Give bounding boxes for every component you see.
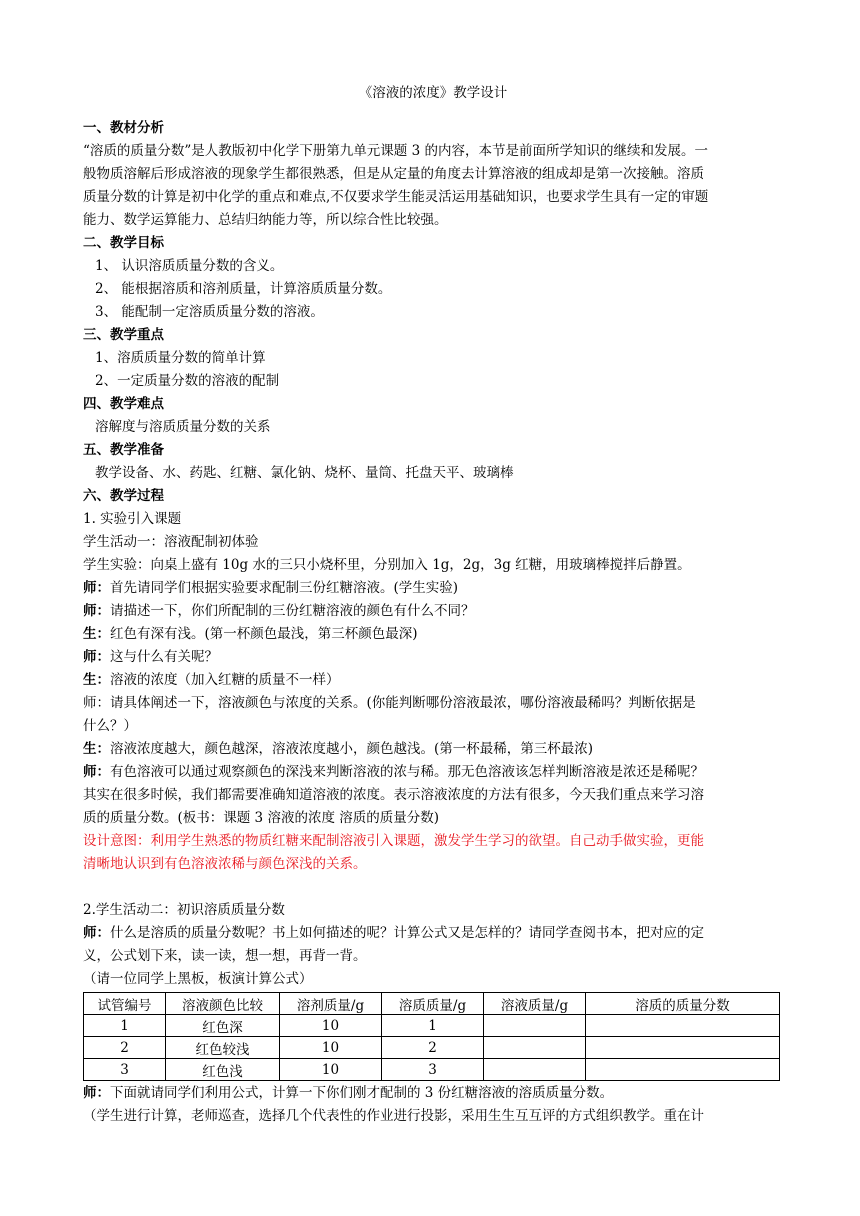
speaker-label: 师： <box>83 925 110 941</box>
document-title: 《溶液的浓度》教学设计 <box>358 85 508 101</box>
dialogue-text: 这与什么有关呢？ <box>110 649 218 665</box>
experiment-text: 学生实验：向桌上盛有 10g 水的三只小烧杯里，分别加入 1g，2g，3g 红糖，用玻璃棒搅拌后静置。 <box>83 557 691 573</box>
difficulty-text: 溶解度与溶质质量分数的关系 <box>95 419 271 435</box>
table-cell: 红色深 <box>166 1015 280 1037</box>
activity-title: 2.学生活动二：初识溶质质量分数 <box>83 902 285 918</box>
table-cell: 3 <box>382 1059 484 1081</box>
dialogue-text: 什么是溶质的质量分数呢？书上如何描述的呢？计算公式又是怎样的？请同学查阅书本，把对应的定 <box>110 925 704 941</box>
table-cell: 1 <box>382 1015 484 1037</box>
design-intent-line: 设计意图：利用学生熟悉的物质红糖来配制溶液引入课题，激发学生学习的欲望。自己动手做实验，更能 <box>83 833 704 849</box>
preparation-text: 教学设备、水、药匙、红糖、氯化钠、烧杯、量筒、托盘天平、玻璃棒 <box>95 465 514 481</box>
section-heading-analysis: 一、教材分析 <box>83 120 164 136</box>
table-header-cell: 溶质的质量分数 <box>586 993 780 1015</box>
dialogue-line <box>83 738 783 761</box>
table-cell: 10 <box>280 1037 382 1059</box>
table-row <box>84 1037 780 1059</box>
design-intent-line: 清晰地认识到有色溶液浓稀与颜色深浅的关系。 <box>83 856 367 872</box>
dialogue-line: 什么？） <box>83 718 137 734</box>
speaker-label: 生： <box>83 626 110 642</box>
table-cell <box>586 1015 780 1037</box>
table-header-cell: 试管编号 <box>84 993 166 1015</box>
table-cell: 1 <box>84 1015 166 1037</box>
dialogue-text: 溶液的浓度（加入红糖的质量不一样） <box>110 672 340 688</box>
text-line: （学生进行计算，老师巡查，选择几个代表性的作业进行投影，采用生生互互评的方式组织教学。重在计 <box>83 1108 704 1124</box>
experiment-table <box>83 992 780 1081</box>
speaker-label: 生： <box>83 741 110 757</box>
dialogue-line <box>83 600 783 623</box>
text-line: 般物质溶解后形成溶液的现象学生都很熟悉，但是从定量的角度去计算溶液的组成却是第一次接触。溶质 <box>83 166 704 182</box>
table-cell <box>484 1015 586 1037</box>
dialogue-line <box>83 623 783 646</box>
dialogue-text: 请描述一下，你们所配制的三份红糖溶液的颜色有什么不同？ <box>110 603 475 619</box>
text-line: 其实在很多时候，我们都需要准确知道溶液的浓度。表示溶液浓度的方法有很多，今天我们重点来学习溶 <box>83 787 704 803</box>
dialogue-line <box>83 669 783 692</box>
analysis-paragraph <box>83 140 783 232</box>
subsection-title: 1. 实验引入课题 <box>83 511 182 527</box>
speaker-label: 师： <box>83 580 110 596</box>
table-header-cell: 溶质质量/g <box>382 993 484 1015</box>
goal-item: 3、 能配制一定溶质质量分数的溶液。 <box>95 304 324 320</box>
section-heading-goals: 二、教学目标 <box>83 235 164 251</box>
table-row <box>84 1059 780 1081</box>
dialogue-text: 首先请同学们根据实验要求配制三份红糖溶液。(学生实验) <box>110 580 459 596</box>
speaker-label: 师： <box>83 603 110 619</box>
table-cell: 2 <box>382 1037 484 1059</box>
table-cell: 红色浅 <box>166 1059 280 1081</box>
table-cell <box>586 1059 780 1081</box>
table-cell: 10 <box>280 1015 382 1037</box>
goal-item: 1、 认识溶质质量分数的含义。 <box>95 258 284 274</box>
speaker-label: 师： <box>83 764 110 780</box>
text-line: 质量分数的计算是初中化学的重点和难点,不仅要求学生能灵活运用基础知识，也要求学生具有一定的审题 <box>83 189 709 205</box>
speaker-label: 生： <box>83 672 110 688</box>
section-heading-difficulty: 四、教学难点 <box>83 396 164 412</box>
table-cell: 2 <box>84 1037 166 1059</box>
table-cell: 3 <box>84 1059 166 1081</box>
table-cell <box>484 1037 586 1059</box>
spacer <box>83 876 783 899</box>
section-heading-preparation: 五、教学准备 <box>83 442 164 458</box>
goal-item: 2、 能根据溶质和溶剂质量，计算溶质质量分数。 <box>95 281 392 297</box>
dialogue-line <box>83 922 783 945</box>
dialogue-line <box>83 1082 783 1105</box>
table-row <box>84 1015 780 1037</box>
section-heading-process: 六、教学过程 <box>83 488 164 504</box>
document-page <box>83 82 783 1128</box>
speaker-label: 师： <box>83 649 110 665</box>
table-cell: 10 <box>280 1059 382 1081</box>
dialogue-text: 有色溶液可以通过观察颜色的深浅来判断溶液的浓与稀。那无色溶液该怎样判断溶液是浓还是稀呢？ <box>110 764 704 780</box>
table-cell <box>586 1037 780 1059</box>
text-line: 义，公式划下来，读一读，想一想，再背一背。 <box>83 948 367 964</box>
text-line: 能力、数学运算能力、总结归纳能力等，所以综合性比较强。 <box>83 212 448 228</box>
dialogue-text: 下面就请同学们利用公式，计算一下你们刚才配制的 3 份红糖溶液的溶质质量分数。 <box>110 1085 614 1101</box>
table-header-cell: 溶剂质量/g <box>280 993 382 1015</box>
activity-title: 学生活动一：溶液配制初体验 <box>83 534 259 550</box>
key-point-item: 2、一定质量分数的溶液的配制 <box>95 373 280 389</box>
dialogue-line <box>83 761 783 784</box>
table-header-row <box>84 993 780 1015</box>
key-point-item: 1、溶质质量分数的简单计算 <box>95 350 266 366</box>
speaker-label: 师： <box>83 1085 110 1101</box>
dialogue-line: 师：请具体阐述一下，溶液颜色与浓度的关系。(你能判断哪份溶液最浓，哪份溶液最稀吗？判断依据是 <box>83 695 696 711</box>
table-cell: 红色较浅 <box>166 1037 280 1059</box>
section-heading-key-points: 三、教学重点 <box>83 327 164 343</box>
board-note: （请一位同学上黑板，板演计算公式） <box>83 971 313 987</box>
dialogue-line <box>83 646 783 669</box>
table-header-cell: 溶液质量/g <box>484 993 586 1015</box>
dialogue-line <box>83 577 783 600</box>
dialogue-text: 溶液浓度越大，颜色越深，溶液浓度越小，颜色越浅。(第一杯最稀，第三杯最浓) <box>110 741 594 757</box>
dialogue-text: 红色有深有浅。(第一杯颜色最浅，第三杯颜色最深) <box>110 626 418 642</box>
table-cell <box>484 1059 586 1081</box>
text-line: “溶质的质量分数”是人教版初中化学下册第九单元课题 3 的内容，本节是前面所学知识的继续和发展。一 <box>83 143 708 159</box>
text-line: 质的质量分数。(板书：课题 3 溶液的浓度 溶质的质量分数) <box>83 810 439 826</box>
table-header-cell: 溶液颜色比较 <box>166 993 280 1015</box>
